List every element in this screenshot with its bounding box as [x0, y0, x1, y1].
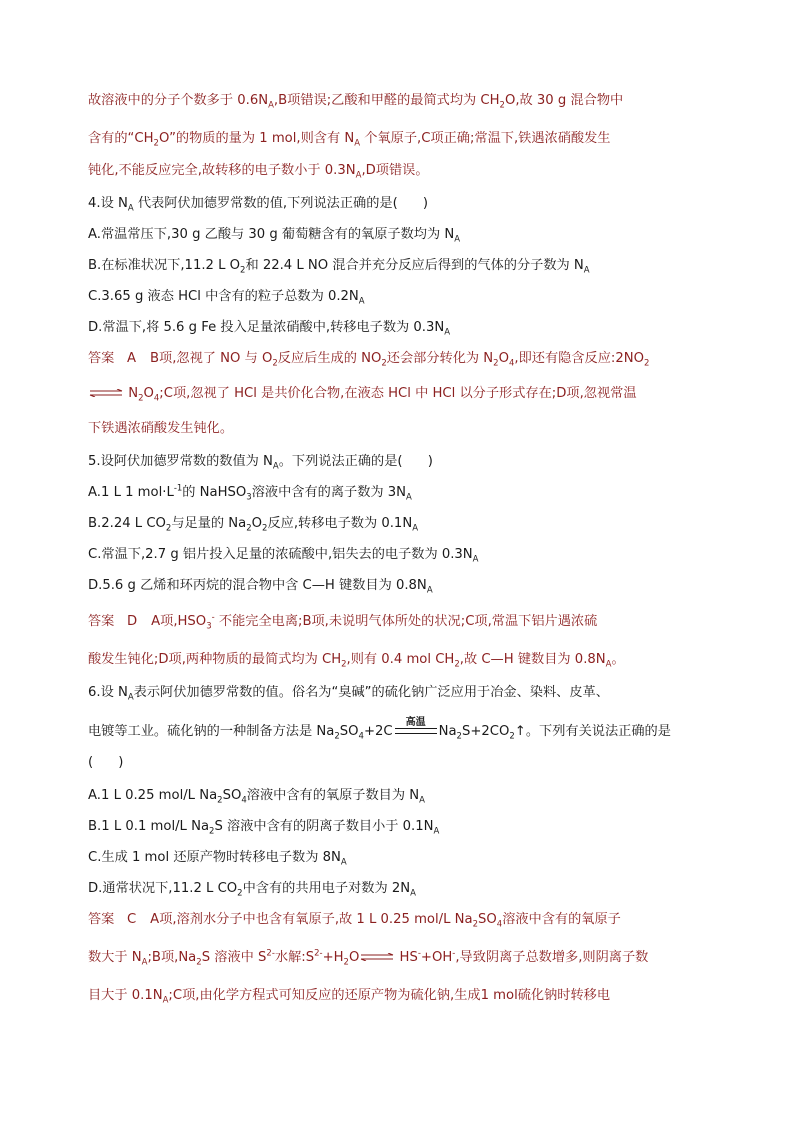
text-line-4: 4.设 $N_A$ 代表阿伏加德罗常数的值,下列说法正确的是( ): [88, 196, 429, 214]
text-line-28: 目大于 $0.1N_A;C$项,由化学方程式可知反应的还原产物为硫化钠,生成1 mol硫化钠时转移电: [88, 988, 611, 1006]
text-line-19: 6.设 $N_A$表示阿伏加德罗常数的值。俗名为“臭碱”的硫化钠广泛应用于冶金、染料、皮革、: [88, 685, 609, 703]
text-line-27: 数大于 $N_A;B$项$,Na_2S$ 溶液中 $S^{2-}$水解$:S^{2-}+H_2O$ HS-+OH-,导致阴离子总数增多,则阴离子数: [88, 948, 649, 968]
text-line-14: B.2.24 L $CO_2$与足量的 $Na_2O_2$反应,转移电子数为 $0.1N_A$: [88, 516, 419, 534]
text-line-16: D.5.6 g 乙烯和环丙烷的混合物中含 C—H 键数目为 $0.8N_A$: [88, 578, 433, 596]
text-line-13: A.1 L 1 $mol\cdot L^{-1}$的 NaHSO$_3$溶液中含有的离子数为 $3N_A$: [88, 483, 412, 503]
text-line-17: 答案 D A项$,HSO_3^-$ 不能完全电离;B项,未说明气体所处的状况;C项,常温下铝片遇浓硫: [88, 612, 598, 632]
text-line-23: B.1 L 0.1 mol/L $Na_2S$ 溶液中含有的阴离子数目小于 $0.1N_A$: [88, 819, 440, 837]
text-line-3: 钝化,不能反应完全,故转移的电子数小于 $0.3N_A,D$项错误。: [88, 163, 429, 181]
text-line-5: A.常温常压下,30 g 乙酸与 30 g 葡萄糖含有的氧原子数均为 $N_A$: [88, 227, 461, 245]
text-line-20: 电镀等工业。硫化钠的一种制备方法是 $Na_2SO_4+2C$ 高温 $Na_2S+2CO_2↑$。下列有关说法正确的是: [88, 717, 671, 742]
text-line-22: A.1 L 0.25 mol/L $Na_2SO_4$溶液中含有的氧原子数目为 $N_A$: [88, 788, 425, 806]
text-line-15: C.常温下,2.7 g 铝片投入足量的浓硫酸中,铝失去的电子数为 $0.3N_A$: [88, 547, 479, 565]
text-line-2: 含有的“$CH_2O$”的物质的量为 1 mol,则含有 $N_A$ 个氧原子,C项正确;常温下,铁遇浓硝酸发生: [88, 131, 611, 149]
text-line-26: 答案 C A项,溶剂水分子中也含有氧原子,故 1 L 0.25 mol/L $Na_2SO_4$溶液中含有的氧原子: [88, 912, 621, 930]
text-line-7: C.3.65 g 液态 HCl 中含有的粒子总数为 $0.2N_A$: [88, 289, 365, 307]
text-line-8: D.常温下,将 5.6 g Fe 投入足量浓硝酸中,转移电子数为 $0.3N_A$: [88, 320, 451, 338]
text-line-11: 下铁遇浓硝酸发生钝化。: [88, 421, 234, 436]
text-line-12: 5.设阿伏加德罗常数的数值为 $N_A$。下列说法正确的是( ): [88, 454, 433, 472]
text-line-21: ( ): [88, 755, 124, 770]
text-line-18: 酸发生钝化;D项,两种物质的最简式均为 $CH_2$,则有 0.4 mol $CH_2$,故 C—H 键数目为 $0.8N_A$。: [88, 652, 625, 670]
text-line-9: 答案 A B项,忽视了 NO 与 $O_2$反应后生成的 $NO_2$还会部分转化为 $N_2O_4$,即还有隐含反应$:2NO_2$: [88, 351, 650, 369]
text-line-10: $N_2O_4;C$项,忽视了 HCl 是共价化合物,在液态 HCl 中 HCl 以分子形式存在;D项,忽视常温: [88, 385, 714, 403]
text-line-6: B.在标准状况下,11.2 L $O_2$和 22.4 L NO 混合并充分反应后得到的气体的分子数为 $N_A$: [88, 258, 590, 276]
text-line-1: 故溶液中的分子个数多于 $0.6N_A,B$项错误;乙酸和甲醛的最简式均为 $CH_2O$,故 30 g 混合物中: [88, 93, 624, 111]
text-line-25: D.通常状况下,11.2 L $CO_2$中含有的共用电子对数为 $2N_A$: [88, 881, 416, 899]
text-line-24: C.生成 1 mol 还原产物时转移电子数为 $8N_A$: [88, 850, 347, 868]
